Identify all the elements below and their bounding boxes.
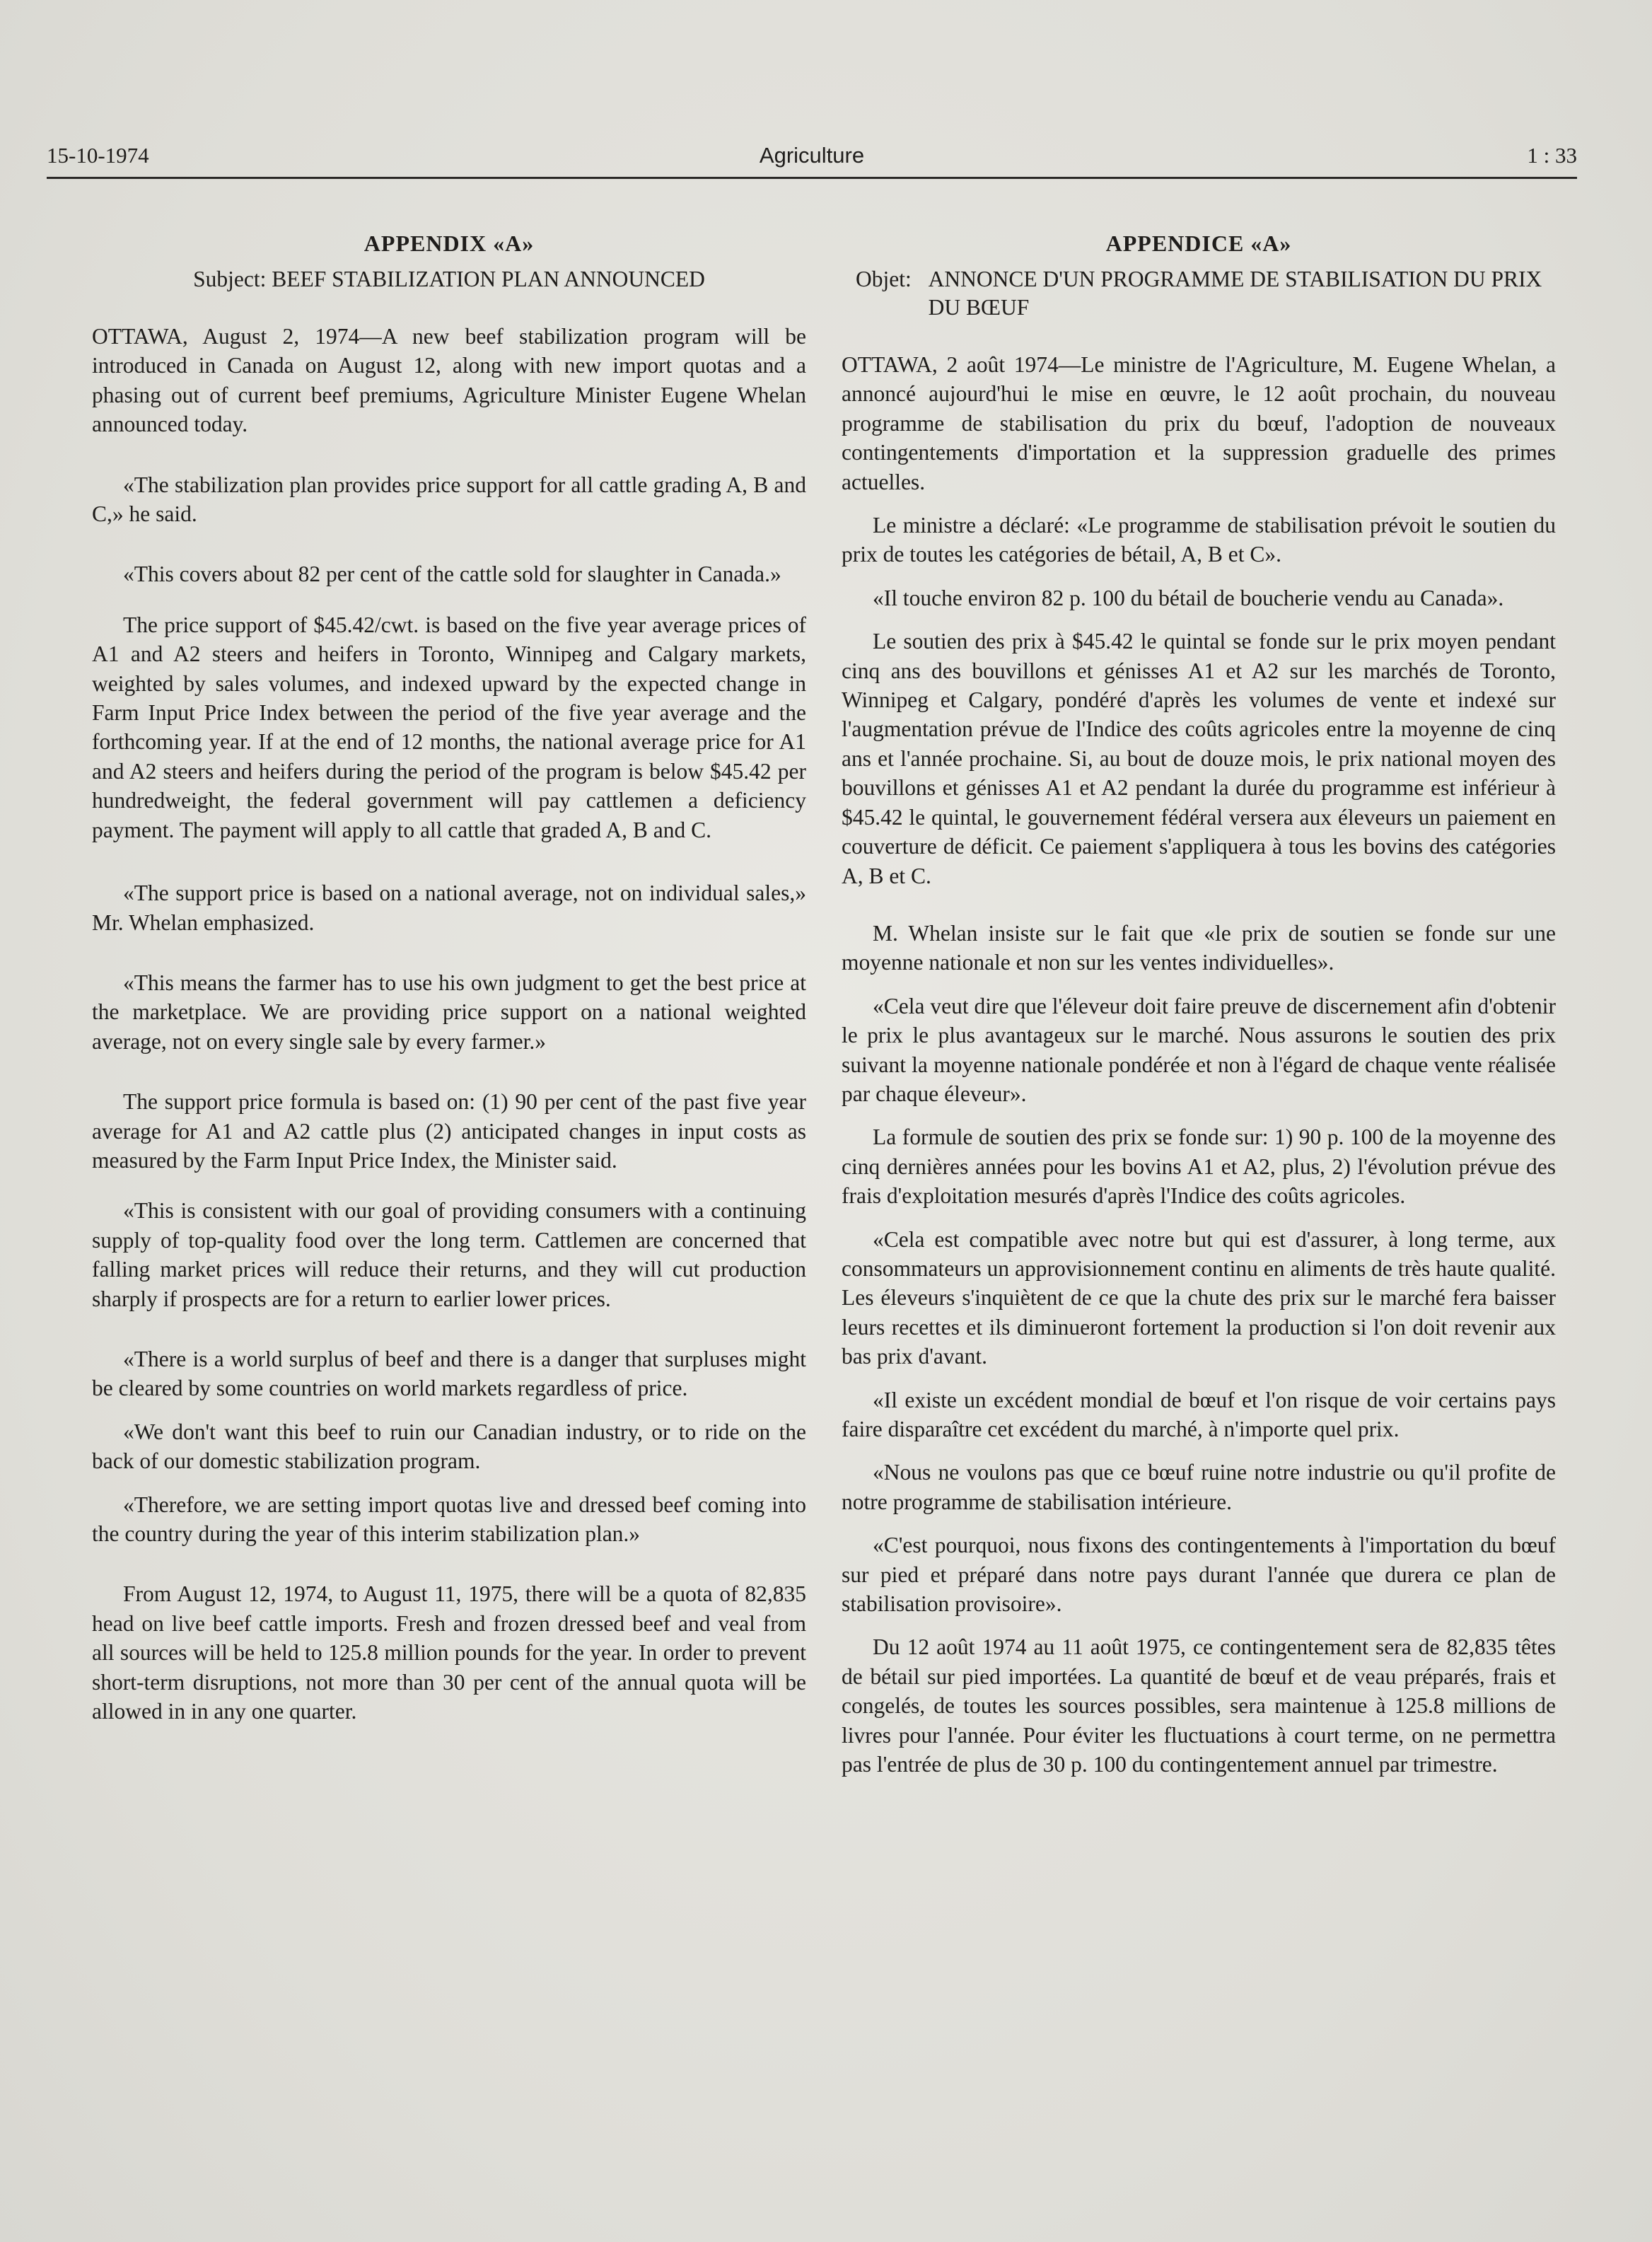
- english-column: [92, 223, 806, 1747]
- paragraph-fr: «Il existe un excédent mondial de bœuf et l'on risque de voir certains pays faire disparaître cet excédent du marché, à n'importe quel prix.: [842, 1387, 1556, 1441]
- paragraph-en: «We don't want this beef to ruin our Canadian industry, or to ride on the back of our domestic stabilization program.: [92, 1419, 806, 1474]
- paragraph-en: «This covers about 82 per cent of the cattle sold for slaughter in Canada.»: [123, 562, 781, 587]
- subject-text-en: BEEF STABILIZATION PLAN ANNOUNCED: [272, 267, 705, 291]
- paragraph-en: OTTAWA, August 2, 1974—A new beef stabilization program will be introduced in Canada on August 12, along with new import quotas and a phasing out of current beef premiums, Agriculture Minister Eugene Whelan announced today.: [92, 324, 806, 437]
- paragraph-en: «The stabilization plan provides price support for all cattle grading A, B and C,» he said.: [92, 472, 806, 527]
- paragraph-fr: La formule de soutien des prix se fonde sur: 1) 90 p. 100 de la moyenne des cinq dernières années pour les bovins A1 et A2, plus, 2) l'évolution prévue des frais d'exploitation mesurés d'après l'Indice des coûts agricoles.: [842, 1125, 1556, 1209]
- paragraph-fr: Le soutien des prix à $45.42 le quintal se fonde sur le prix moyen pendant cinq ans des bouvillons et génisses A1 et A2 sur les marchés de Toronto, Winnipeg et Calgary, pondéré d'après les volumes de vente et indexé sur l'augmentation prévue de l'Indice des coûts agricoles entre la moyenne de cinq ans et l'année prochaine. Si, au bout de douze mois, le prix national moyen des bouvillons et génisses A1 et A2 pendant la durée du programme est inférieur à $45.42 le quintal, le gouvernement fédéral versera aux éleveurs un paiement en couverture de déficit. Ce paiement s'appliquera à tous les bovins des catégories A, B et C.: [842, 629, 1556, 888]
- paragraph-en: The price support of $45.42/cwt. is based on the five year average prices of A1 and A2 steers and heifers in Toronto, Winnipeg and Calgary markets, weighted by sales volumes, and indexed upward by the expected change in Farm Input Price Index between the period of the five year average and the forthcoming year. If at the end of 12 months, the national average price for A1 and A2 steers and heifers during the period of the program is below $45.42 per hundredweight, the federal government will pay cattlemen a deficiency payment. The payment will apply to all cattle that graded A, B and C.: [92, 612, 806, 842]
- paragraph-fr: OTTAWA, 2 août 1974—Le ministre de l'Agriculture, M. Eugene Whelan, a annoncé aujourd'hui le mise en œuvre, le 12 août prochain, du nouveau programme de stabilisation du prix du bœuf, l'adoption de nouveaux contingentements d'importation et la suppression graduelle des primes actuelles.: [842, 352, 1556, 494]
- paragraph-en: From August 12, 1974, to August 11, 1975, there will be a quota of 82,835 head on live beef cattle imports. Fresh and frozen dressed beef and veal from all sources will be held to 125.8 million pounds for the year. In order to prevent short-term disruptions, not more than 30 per cent of the annual quota will be allowed in in any one quarter.: [92, 1581, 806, 1724]
- paragraph-fr: «Il touche environ 82 p. 100 du bétail de boucherie vendu au Canada».: [873, 585, 1504, 610]
- paragraph-en: «This is consistent with our goal of providing consumers with a continuing supply of top-quality food over the long term. Cattlemen are concerned that falling market prices will reduce their returns, and they will cut production sharply if prospects are for a return to earlier lower prices.: [92, 1198, 806, 1311]
- paragraph-en: «There is a world surplus of beef and there is a danger that surpluses might be cleared by some countries on world markets regardless of price.: [92, 1346, 806, 1401]
- header-page-number: 1 : 33: [1527, 143, 1577, 168]
- paragraph-fr: «Nous ne voulons pas que ce bœuf ruine notre industrie ou qu'il profite de notre programme de stabilisation intérieure.: [842, 1460, 1556, 1514]
- appendix-heading-fr: APPENDICE «A»: [1105, 231, 1292, 256]
- paragraph-fr: Du 12 août 1974 au 11 août 1975, ce contingentement sera de 82,835 têtes de bétail sur pied importées. La quantité de bœuf et de veau préparés, frais et congelés, de toutes les sources possibles, sera maintenue à 125.8 millions de livres pour l'année. Pour éviter les fluctuations à court terme, on ne permettra pas l'entrée de plus de 30 p. 100 du contingentement annuel par trimestre.: [842, 1634, 1556, 1777]
- subject-label-fr: Objet:: [856, 267, 917, 291]
- subject-line-fr: [842, 265, 1556, 322]
- header-title: Agriculture: [759, 143, 865, 168]
- subject-label-en: Subject:: [193, 267, 272, 291]
- french-column: [842, 223, 1556, 1800]
- paragraph-en: «Therefore, we are setting import quotas live and dressed beef coming into the country during the year of this interim stabilization plan.»: [92, 1492, 806, 1546]
- paragraph-en: The support price formula is based on: (1) 90 per cent of the past five year average for A1 and A2 cattle plus (2) anticipated changes in input costs as measured by the Farm Input Price Index, the Minister said.: [92, 1089, 806, 1173]
- running-header: [47, 141, 1577, 179]
- paragraph-fr: M. Whelan insiste sur le fait que «le prix de soutien se fonde sur une moyenne nationale et non sur les ventes individuelles».: [842, 920, 1556, 975]
- paragraph-fr: Le ministre a déclaré: «Le programme de stabilisation prévoit le soutien du prix de toutes les catégories de bétail, A, B et C».: [842, 513, 1556, 567]
- paragraph-fr: «Cela est compatible avec notre but qui est d'assurer, à long terme, aux consommateurs un approvisionnement continu en aliments de très haute qualité. Les éleveurs s'inquiètent de ce que la chute des prix sur le marché fera baisser leurs recettes et ils diminueront fortement la production si l'on doit revenir aux bas prix d'avant.: [842, 1226, 1556, 1369]
- header-date: 15-10-1974: [47, 143, 149, 168]
- appendix-heading-en: APPENDIX «A»: [363, 231, 535, 256]
- paragraph-en: «The support price is based on a national average, not on individual sales,» Mr. Whelan emphasized.: [92, 881, 806, 935]
- paragraph-fr: «Cela veut dire que l'éleveur doit faire preuve de discernement afin d'obtenir le prix le plus avantageux sur le marché. Nous assurons le soutien des prix suivant la moyenne nationale pondérée et non à l'égard de chaque vente réalisée par chaque éleveur».: [842, 993, 1556, 1106]
- paragraph-en: «This means the farmer has to use his own judgment to get the best price at the marketplace. We are providing price support on a national weighted average, not on every single sale by every farmer.»: [92, 970, 806, 1054]
- subject-text-fr: ANNONCE D'UN PROGRAMME DE STABILISATION DU PRIX DU BŒUF: [928, 267, 1542, 320]
- paragraph-fr: «C'est pourquoi, nous fixons des contingentements à l'importation du bœuf sur pied et préparé dans notre pays durant l'année que durera ce plan de stabilisation provisoire».: [842, 1533, 1556, 1617]
- subject-line-en: [92, 265, 806, 294]
